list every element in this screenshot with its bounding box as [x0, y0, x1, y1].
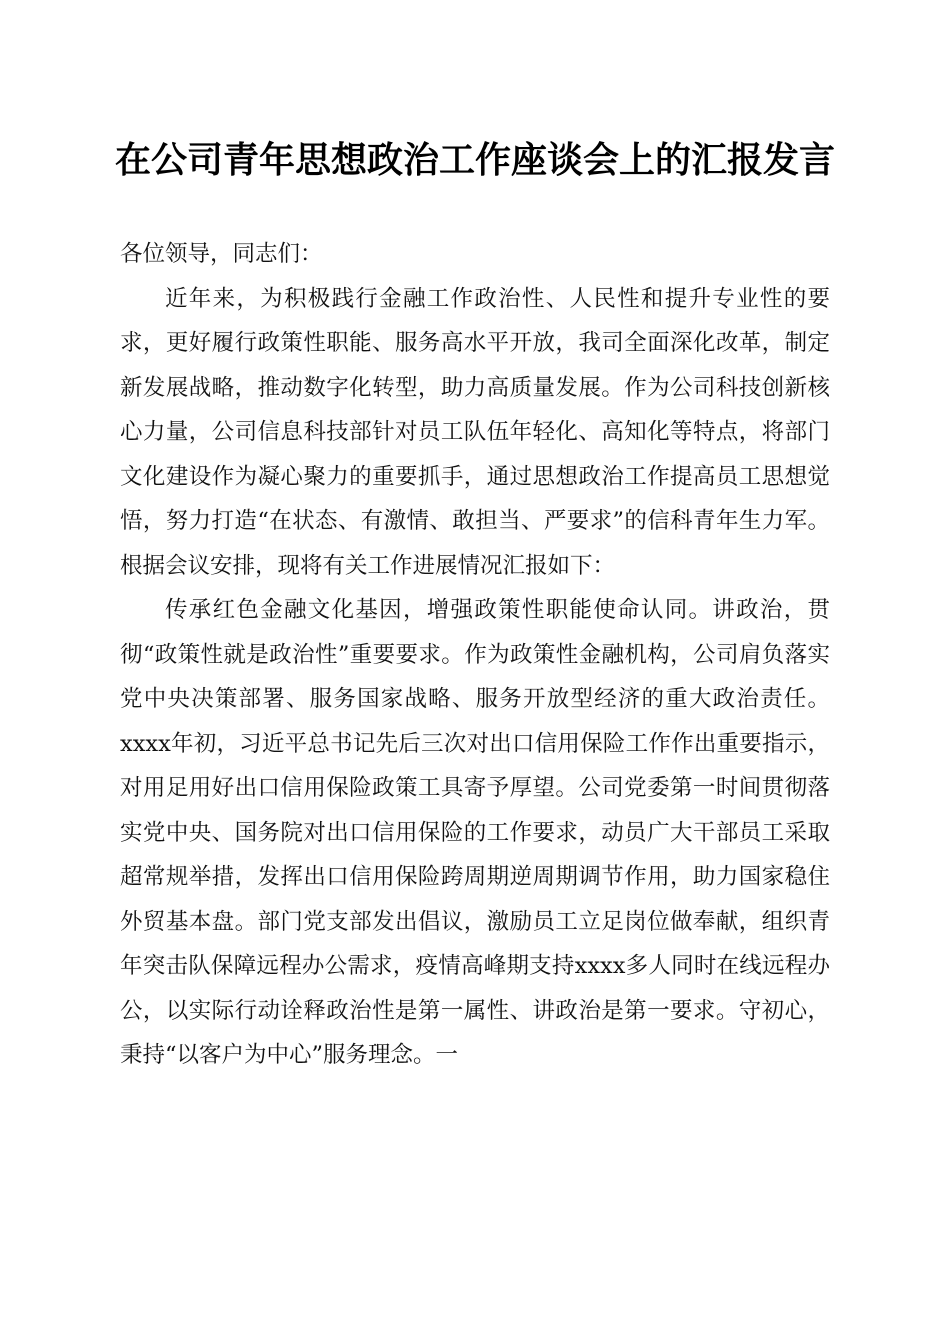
paragraph-red-finance-culture: 传承红色金融文化基因，增强政策性职能使命认同。讲政治，贯彻“政策性就是政治性”重要要求。作为政策性金融机构，公司肩负落实党中央决策部署、服务国家战略、服务开放型经济的重大政治责任。xxxx年初，习近平总书记先后三次对出口信用保险工作作出重要指示，对用足用好出口信用保险政策工具寄予厚望。公司党委第一时间贯彻落实党中央、国务院对出口信用保险的工作要求，动员广大干部员工采取超常规举措，发挥出口信用保险跨周期逆周期调节作用，助力国家稳住外贸基本盘。部门党支部发出倡议，激励员工立足岗位做奉献，组织青年突击队保障远程办公需求，疫情高峰期支持xxxx多人同时在线远程办公，以实际行动诠释政治性是第一属性、讲政治是第一要求。守初心，秉持“以客户为中心”服务理念。一: [120, 597, 830, 1068]
document-body: [120, 232, 830, 1078]
salutation: 各位领导，同志们：: [120, 241, 323, 267]
paragraph-intro: 近年来，为积极践行金融工作政治性、人民性和提升专业性的要求，更好履行政策性职能、服务高水平开放，我司全面深化改革，制定新发展战略，推动数字化转型，助力高质量发展。作为公司科技创新核心力量，公司信息科技部针对员工队伍年轻化、高知化等特点，将部门文化建设作为凝心聚力的重要抓手，通过思想政治工作提高员工思想觉悟，努力打造“在状态、有激情、敢担当、严要求”的信科青年生力军。根据会议安排，现将有关工作进展情况汇报如下：: [120, 285, 830, 579]
document-title: 在公司青年思想政治工作座谈会上的汇报发言: [114, 139, 835, 181]
